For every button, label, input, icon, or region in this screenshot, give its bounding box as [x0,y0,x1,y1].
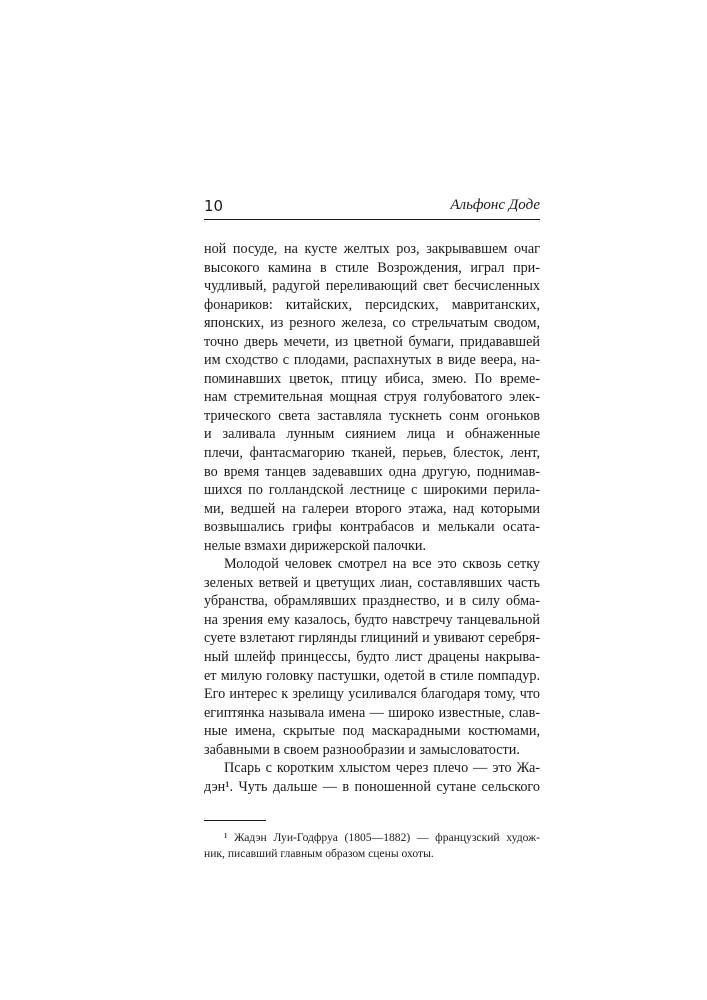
text-line: им сходство с плодами, распахнутых в виде веера, на- [204,352,540,369]
text-line: египтянка называла имена — широко известные, слав- [204,704,540,721]
text-line: трического света заставляла тускнеть сонм огоньков [204,407,540,424]
text-line: японских, из резного железа, со стрельчатым сводом, [204,315,540,332]
text-line: убранства, обрамлявших празднество, и в силу обма- [204,593,540,610]
footnote-line: ник, писавший главным образом сцены охоты. [204,846,434,860]
text-line: во время танцев задевавших одна другую, поднимав- [204,463,540,480]
text-line: Его интерес к зрелищу усиливался благодаря тому, что [204,686,540,703]
text-line: точно дверь мечети, из цветной бумаги, придававшей [204,333,540,350]
text-line: на зрения ему казалось, будто навстречу танцевальной [204,611,540,628]
text-line: ные имена, скрытые под маскарадными костюмами, [204,723,540,740]
text-line: зеленых ветвей и цветущих лиан, составлявших часть [204,574,540,591]
text-line: шихся по голландской лестнице с широкими перила- [204,482,540,499]
text-line: ной посуде, на кусте желтых роз, закрывавшем очаг [204,241,540,257]
text-line: плечи, фантасмагорию тканей, перьев, блесток, лент, [204,445,540,462]
text-line: чудливый, радугой переливающий свет бесчисленных [204,278,540,295]
text-fragment: дэн [204,778,226,795]
footnotes [204,830,540,861]
text-line: ми, ведшей на галереи второго этажа, над которыми [204,500,540,517]
text-line: поминавших цветок, птицу ибиса, змею. По време- [204,370,540,387]
text-fragment: ¹. Чуть дальше — в поношенной сутане сельского [225,778,540,795]
text-line: ет милую головку пастушки, одетой в стиле помпадур. [204,667,540,684]
text-line: Псарь с коротким хлыстом через плечо — это Жа- [224,760,540,777]
book-page [204,195,540,861]
text-line: забавными в своем разнообразии и замысловатости. [204,741,520,758]
text-line: Молодой человек смотрел на все это сквозь сетку [224,556,540,573]
footnote-rule [204,820,266,821]
body-text [204,240,540,796]
text-line: высокого камина в стиле Возрождения, играл при- [204,259,540,276]
running-title: Альфонс Доде [450,197,540,213]
text-line: нам стремительная мощная струя голубоватого элек- [204,389,540,406]
page-number: 10 [204,197,224,215]
text-line: ный шлейф принцессы, будто лист драцены накрыва- [204,649,540,666]
text-line: и заливала лунным сиянием лица и обнаженные [204,426,540,443]
text-line: фонариков: китайских, персидских, мавританских, [204,296,540,313]
text-line: суете взлетают гирлянды глициний и увивают серебря- [204,630,540,647]
text-line [204,778,540,797]
text-line: возвышались грифы контрабасов и мелькали осата- [204,519,540,536]
footnote-line: ¹ Жадэн Луи-Годфруа (1805—1882) — французский худож- [224,831,540,845]
running-head [204,195,540,220]
text-line: нелые взмахи дирижерской палочки. [204,537,427,554]
